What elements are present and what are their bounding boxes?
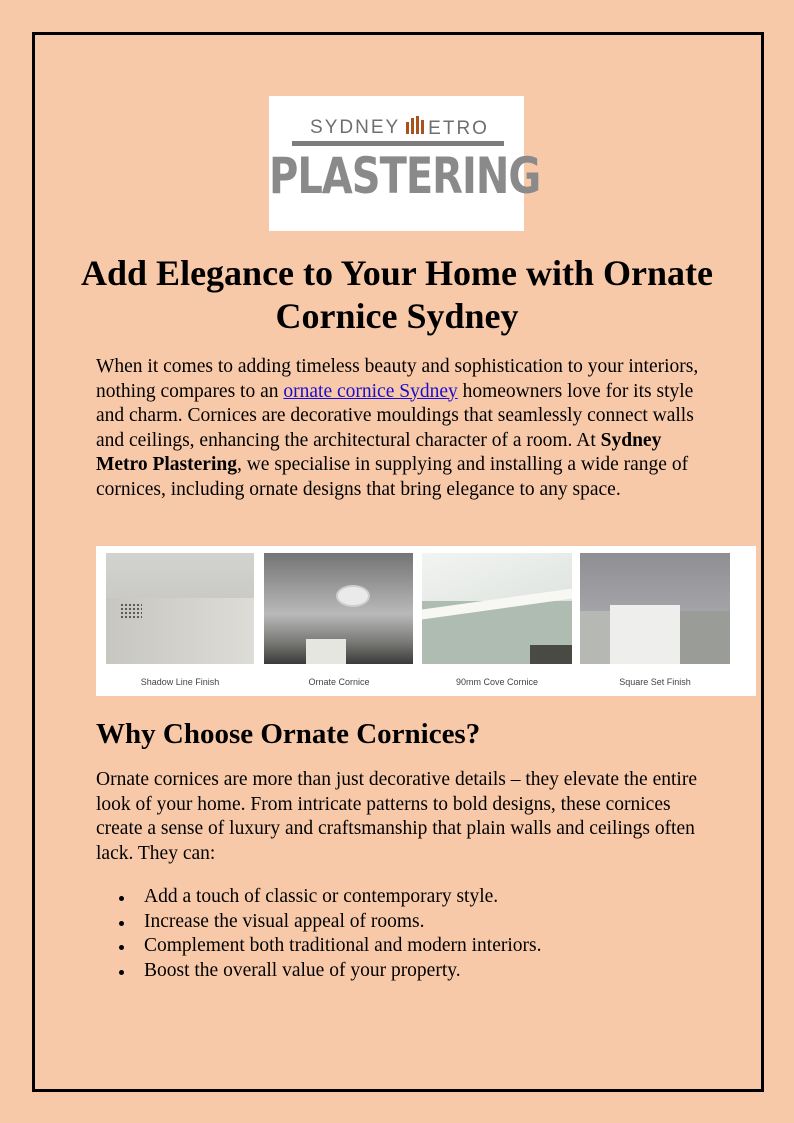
logo-word-metro [406,116,489,140]
gallery-caption: Shadow Line Finish [140,677,220,687]
list-item: Increase the visual appeal of rooms. [144,910,756,935]
intro-text-1: When it comes to adding timeless beauty and sophistication to your interiors, nothing compares to an [96,356,699,402]
logo-top-line [269,116,524,140]
company-name: Sydney Metro Plastering [96,429,662,476]
cornice-gallery [96,546,756,696]
gallery-caption: 90mm Cove Cornice [455,677,539,687]
company-logo [269,96,541,231]
gallery-caption: Ornate Cornice [308,677,370,687]
gallery-photo-shadow-line [106,553,254,664]
intro-text-3: , we specialise in supplying and installing a wide range of cornices, including ornate designs that bring elegance to any space. [96,454,689,500]
section-paragraph: Ornate cornices are more than just decorative details – they elevate the entire look of your home. From intricate patterns to bold designs, these cornices create a sense of luxury and craftsmanship that plain walls and ceilings often lack. They can: [96,769,697,864]
list-item: Add a touch of classic or contemporary style. [144,885,756,910]
benefits-list [96,885,756,983]
gallery-photo-square-set [580,553,730,664]
page-title: Add Elegance to Your Home with Ornate Cornice Sydney [81,253,713,336]
section-heading: Why Choose Ornate Cornices? [96,718,481,750]
list-item: Complement both traditional and modern interiors. [144,934,756,959]
gallery-caption: Square Set Finish [619,677,691,687]
ceiling-rose-icon [336,585,370,607]
intro-text-2: homeowners love for its style and charm. Cornices are decorative mouldings that seamlessly connect walls and ceilings, enhancing the architectural character of a room. At [96,380,694,451]
building-bars-icon [406,116,426,134]
intro-paragraph [96,355,708,503]
list-item: Boost the overall value of your property. [144,959,756,984]
ornate-cornice-link[interactable]: ornate cornice Sydney [283,380,458,402]
logo-divider [292,141,504,146]
vent-icon [120,603,142,619]
gallery-photo-ornate-cornice [264,553,413,664]
logo-word-sydney: SYDNEY [310,117,401,138]
logo-word-plastering: PLASTERING [269,148,541,206]
logo-word-metro-text: ETRO [428,118,489,139]
gallery-photo-cove-cornice [422,553,572,664]
